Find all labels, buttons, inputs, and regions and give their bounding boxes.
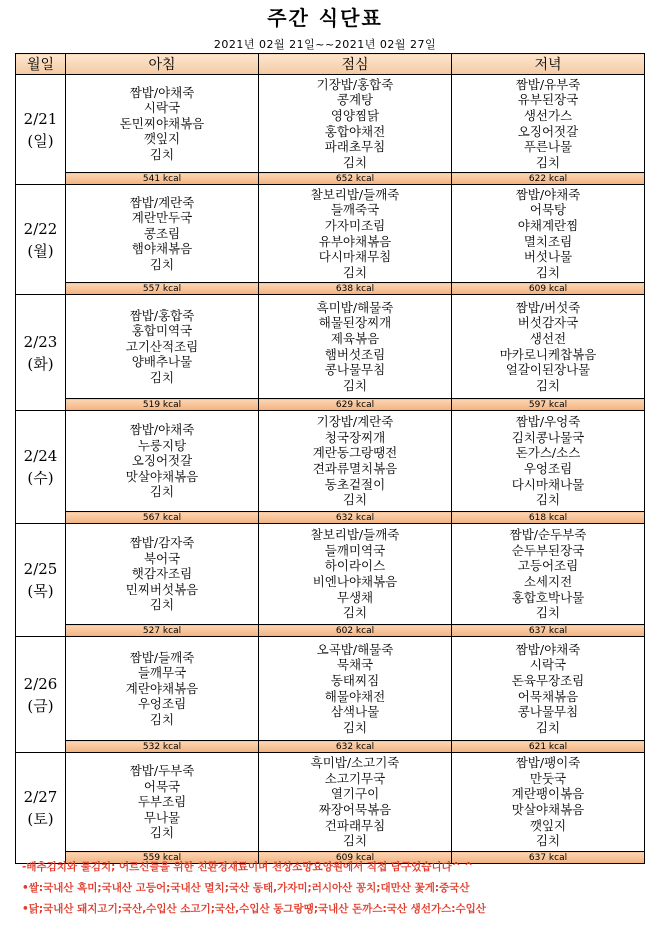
weekday-label: (목) [27,582,54,600]
breakfast-menu: 짬밥/홍합죽 홍합미역국 고기산적조림 양배추나물 김치 [66,295,259,399]
dinner-menu: 짬밥/야채죽 어묵탕 야채계란찜 멸치조림 버섯나물 김치 [452,185,645,283]
breakfast-menu: 짬밥/야채죽 누룽지탕 오징어젓갈 맛살야채볶음 김치 [66,411,259,512]
day-cell [16,411,66,524]
kcal-cell: 632 kcal [259,741,452,753]
kcal-cell: 637 kcal [452,625,645,637]
dinner-menu: 짬밥/팽이죽 만둣국 계란팽이볶음 맛살야채볶음 깻잎지 김치 [452,753,645,852]
notes [22,857,642,920]
kcal-cell: 532 kcal [66,741,259,753]
kcal-cell: 632 kcal [259,512,452,524]
menu-body [16,75,645,864]
lunch-menu: 찰보리밥/들깨죽 들깨죽국 가자미조림 유부야채볶음 다시마채무침 김치 [259,185,452,283]
weekday-label: (수) [27,469,54,487]
day-row [16,295,645,399]
date-label: 2/26 [23,674,58,693]
table-header-row [16,54,645,75]
kcal-cell: 559 kcal [66,852,259,864]
kcal-cell: 652 kcal [259,173,452,185]
breakfast-menu: 짬밥/야채죽 시락국 돈민찌야채볶음 깻잎지 김치 [66,75,259,173]
weekday-label: (일) [27,131,54,150]
lunch-menu: 찰보리밥/들깨죽 들깨미역국 하이라이스 비엔나야채볶음 무생채 김치 [259,524,452,625]
dinner-menu: 짬밥/버섯죽 버섯감자국 생선전 마카로니케찹볶음 얼갈이된장나물 김치 [452,295,645,399]
kcal-row [16,173,645,185]
day-row [16,75,645,173]
kcal-cell: 567 kcal [66,512,259,524]
dinner-menu: 짬밥/우엉죽 김치콩나물국 돈가스/소스 우엉조림 다시마채나물 김치 [452,411,645,512]
day-row [16,185,645,283]
lunch-menu: 기장밥/홍합죽 콩계탕 영양찜닭 홍합야채전 파래초무침 김치 [259,75,452,173]
weekday-label: (토) [27,810,54,828]
breakfast-menu: 짬밥/감자죽 북어국 햇감자조림 민찌버섯볶음 김치 [66,524,259,625]
dinner-menu: 짬밥/야채죽 시락국 돈육무장조림 어묵채볶음 콩나물무침 김치 [452,637,645,741]
header-dinner: 저녁 [452,54,645,75]
kcal-cell: 622 kcal [452,173,645,185]
header-lunch: 점심 [259,54,452,75]
kcal-row [16,399,645,411]
note-line: -배추김치와 물김치; 어르신들을 위한 친환경재료이며 천상소망요양원에서 직접 담구었습니다^ ^ [22,861,473,873]
breakfast-menu: 짬밥/두부죽 어묵국 두부조림 무나물 김치 [66,753,259,852]
day-row [16,637,645,741]
date-range: 2021년 02월 21일~~2021년 02월 27일 [213,38,437,51]
day-cell [16,295,66,411]
dinner-menu: 짬밥/순두부죽 순두부된장국 고등어조림 소세지전 홍합호박나물 김치 [452,524,645,625]
day-cell [16,524,66,637]
kcal-cell: 519 kcal [66,399,259,411]
kcal-cell: 527 kcal [66,625,259,637]
breakfast-menu: 짬밥/들깨죽 들깨무국 계란야채볶음 우엉조림 김치 [66,637,259,741]
page-title: 주간 식단표 [267,6,383,30]
kcal-cell: 602 kcal [259,625,452,637]
day-cell [16,75,66,185]
day-row [16,524,645,625]
date-label: 2/21 [23,109,58,128]
kcal-cell: 629 kcal [259,399,452,411]
note-line: •쌀:국내산 흑미;국내산 고등어;국내산 멸치;국산 동태,가자미;러시아산 꽁치;대만산 꽃게:중국산 [22,882,470,894]
weekday-label: (금) [27,696,54,715]
day-cell [16,637,66,753]
kcal-row [16,625,645,637]
kcal-row [16,741,645,753]
lunch-menu: 흑미밥/해물죽 해물된장찌개 제육볶음 햄버섯조림 콩나물무침 김치 [259,295,452,399]
kcal-cell: 597 kcal [452,399,645,411]
kcal-cell: 638 kcal [259,283,452,295]
date-label: 2/22 [23,219,58,238]
lunch-menu: 흑미밥/소고기죽 소고기무국 열기구이 짜장어묵볶음 건파래무침 김치 [259,753,452,852]
header-day: 월일 [16,54,66,75]
lunch-menu: 기장밥/계란죽 청국장찌개 계란동그랑땡전 견과류멸치볶음 동초겉절이 김치 [259,411,452,512]
header-breakfast: 아침 [66,54,259,75]
date-label: 2/24 [23,447,58,465]
breakfast-menu: 짬밥/계란죽 계란만두국 콩조림 햄야채볶음 김치 [66,185,259,283]
date-label: 2/25 [23,560,58,578]
day-cell [16,753,66,864]
kcal-row [16,512,645,524]
day-row [16,753,645,852]
day-row [16,411,645,512]
kcal-cell: 557 kcal [66,283,259,295]
date-label: 2/23 [23,332,58,351]
day-cell [16,185,66,295]
dinner-menu: 짬밥/유부죽 유부된장국 생선가스 오징어젓갈 푸른나물 김치 [452,75,645,173]
weekday-label: (화) [27,354,54,373]
lunch-menu: 오곡밥/해물죽 묵채국 동태찌짐 해물야채전 삼색나물 김치 [259,637,452,741]
kcal-cell: 609 kcal [259,852,452,864]
kcal-cell: 637 kcal [452,852,645,864]
note-line: •닭;국내산 돼지고기;국산,수입산 소고기;국산,수입산 동그랑땡;국내산 돈까스:국산 생선가스:수입산 [22,903,486,915]
weekly-menu-table [15,53,645,864]
kcal-cell: 621 kcal [452,741,645,753]
kcal-cell: 541 kcal [66,173,259,185]
kcal-cell: 618 kcal [452,512,645,524]
kcal-cell: 609 kcal [452,283,645,295]
weekday-label: (월) [27,241,54,260]
kcal-row [16,283,645,295]
date-label: 2/27 [23,788,58,806]
